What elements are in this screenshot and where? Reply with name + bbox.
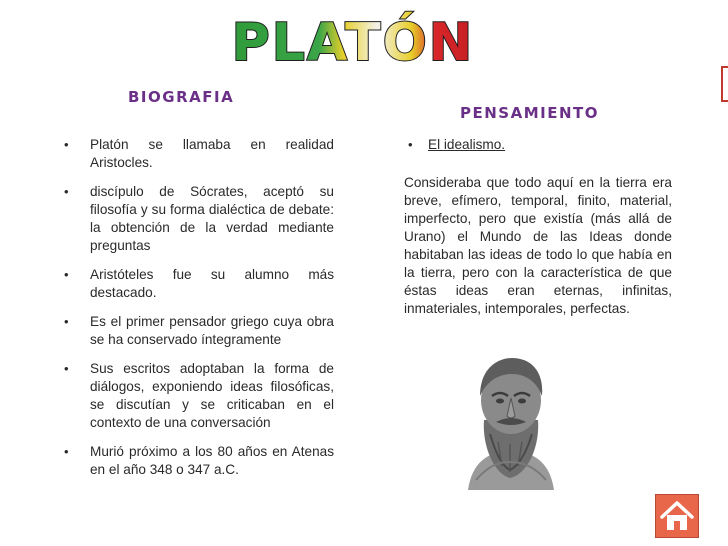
idealism-label: El idealismo.: [428, 137, 506, 152]
corner-accent: [721, 66, 728, 102]
thought-heading: PENSAMIENTO: [460, 104, 599, 122]
list-item: • Sus escritos adoptaban la forma de diálogos, exponiendo ideas filosóficas, se discutían y se criticaban en el contexto de una conversación: [64, 361, 334, 430]
idealism-bullet: [404, 136, 672, 154]
bullet-glyph: •: [64, 184, 69, 199]
bullet-glyph: •: [64, 267, 69, 282]
list-item: • Murió próximo a los 80 años en Atenas en el año 348 o 347 a.C.: [64, 444, 334, 477]
biography-list: [58, 136, 334, 490]
bullet-glyph: •: [64, 444, 69, 459]
list-item: • Aristóteles fue su alumno más destacado.: [64, 267, 334, 300]
list-item: • discípulo de Sócrates, aceptó su filosofía y su forma dialéctica de debate: la obtención de la verdad mediante preguntas: [64, 184, 334, 253]
bullet-glyph: •: [64, 314, 69, 329]
thought-paragraph: Consideraba que todo aquí en la tierra era breve, efímero, temporal, finito, material, imperfecto, pero que existía (más allá de Urano) el Mundo de las Ideas donde habitaban las ideas de todo lo que había en la tierra, pero con la característica de que éstas ideas eran eternas, infinitas, inmateriales, intemporales, perfectas.: [404, 175, 672, 316]
slide-title-text: PLATÓN: [231, 13, 475, 68]
thought-section: [404, 136, 672, 318]
bullet-glyph: •: [408, 137, 413, 152]
list-item: • Es el primer pensador griego cuya obra se ha conservado íntegramente: [64, 314, 334, 347]
biography-heading: BIOGRAFIA: [128, 88, 235, 106]
home-button[interactable]: [655, 494, 699, 538]
slide-title: [0, 4, 728, 68]
bullet-glyph: •: [64, 137, 69, 152]
list-item: • Platón se llamaba en realidad Aristocles.: [64, 137, 334, 170]
plato-bust-image: [458, 350, 562, 490]
home-icon: [656, 495, 698, 537]
bullet-glyph: •: [64, 361, 69, 376]
